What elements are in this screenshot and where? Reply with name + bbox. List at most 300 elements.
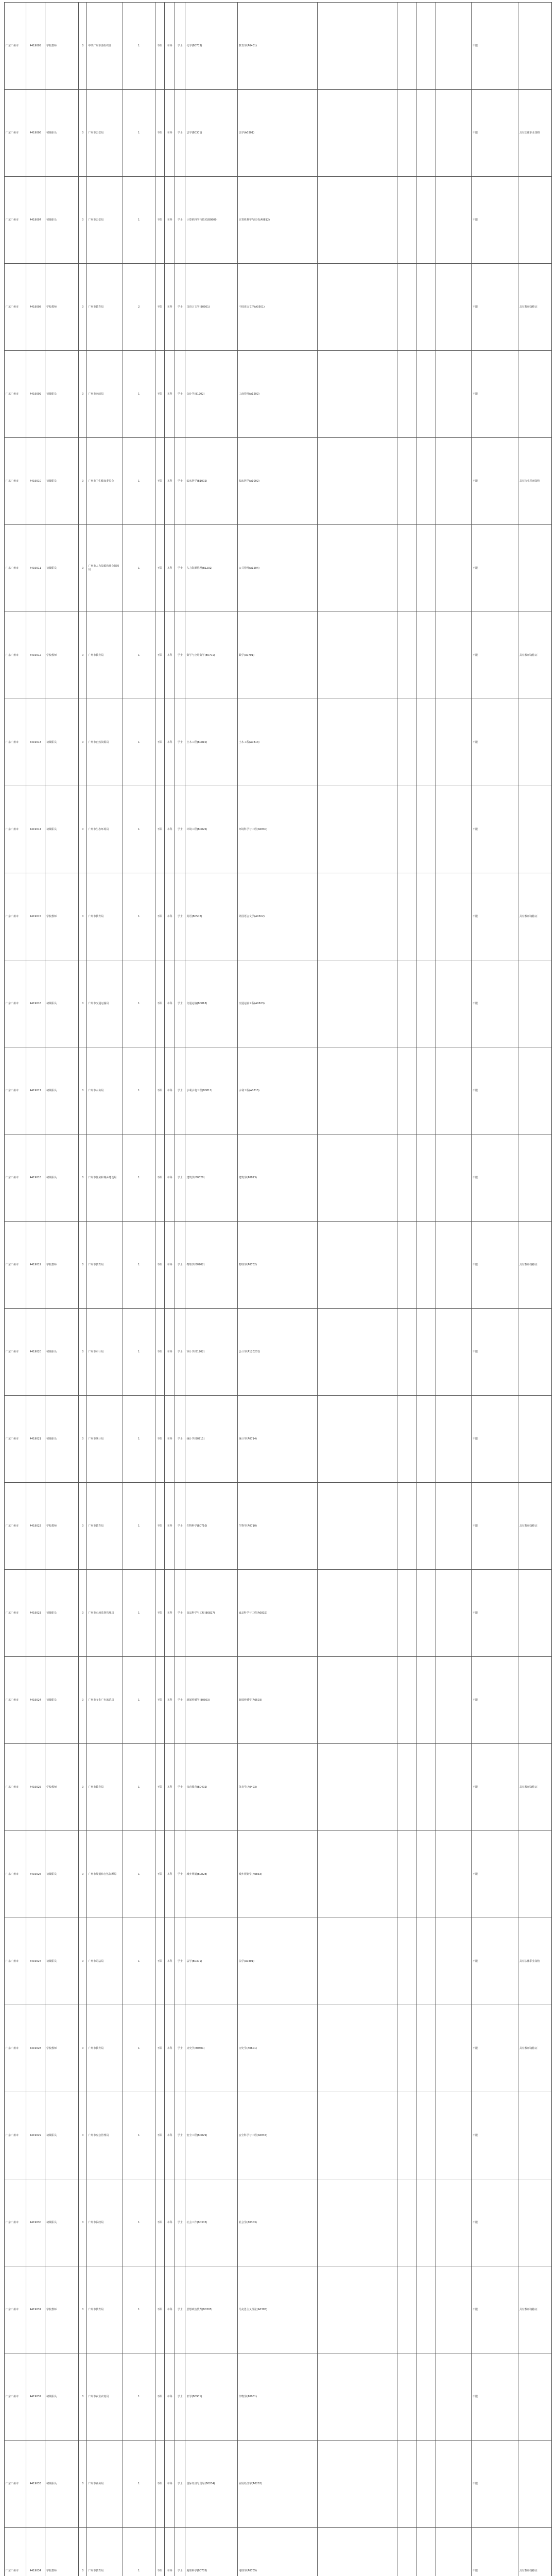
table-cell bbox=[416, 2092, 436, 2179]
table-cell: 广州市司法局 bbox=[87, 1918, 123, 2005]
table-cell bbox=[397, 699, 416, 786]
table-cell: 广州市商务局 bbox=[87, 2441, 123, 2528]
table-cell: 广州市教育局 bbox=[87, 612, 123, 699]
table-cell bbox=[397, 1570, 416, 1657]
table-cell: 广东广州市 bbox=[5, 1222, 26, 1309]
table-cell: 不限 bbox=[471, 1744, 518, 1831]
table-cell: 不限 bbox=[471, 264, 518, 351]
table-cell: 不限 bbox=[155, 1831, 164, 1918]
table-cell: 本科 bbox=[164, 3, 175, 90]
table-cell: 广州市财政局 bbox=[87, 351, 123, 438]
table-cell: 0 bbox=[79, 612, 87, 699]
table-row bbox=[5, 612, 552, 699]
table-row bbox=[5, 2005, 552, 2092]
table-cell: 广州市人力资源和社会保障局 bbox=[87, 525, 123, 612]
table-cell: 交通运输(B0818) bbox=[185, 960, 237, 1047]
table-cell: 初级职员 bbox=[45, 2179, 79, 2266]
table-cell bbox=[416, 873, 436, 960]
table-cell bbox=[436, 612, 471, 699]
table-cell bbox=[397, 1918, 416, 2005]
table-cell: 广州市教育局 bbox=[87, 1744, 123, 1831]
table-cell: 0 bbox=[79, 1744, 87, 1831]
table-cell: 学校教师 bbox=[45, 264, 79, 351]
table-row bbox=[5, 525, 552, 612]
table-cell bbox=[436, 1918, 471, 2005]
table-cell bbox=[518, 960, 551, 1047]
table-cell bbox=[518, 1831, 551, 1918]
table-cell bbox=[317, 2441, 397, 2528]
table-row bbox=[5, 1657, 552, 1744]
table-cell: 不限 bbox=[471, 3, 518, 90]
table-cell bbox=[397, 1831, 416, 1918]
table-cell: 学校教师 bbox=[45, 1222, 79, 1309]
table-cell: 人力资源管理(B1202) bbox=[185, 525, 237, 612]
table-cell: 广东广州市 bbox=[5, 1570, 26, 1657]
table-cell: 土木工程(A0814) bbox=[237, 699, 317, 786]
table-cell: 不限 bbox=[155, 2353, 164, 2441]
table-cell: 学士 bbox=[175, 1483, 185, 1570]
table-cell: 社会工作(B0303) bbox=[185, 2179, 237, 2266]
table-cell bbox=[416, 1309, 436, 1396]
table-cell: 1 bbox=[123, 1657, 155, 1744]
table-cell: 1 bbox=[123, 960, 155, 1047]
table-cell bbox=[416, 1657, 436, 1744]
table-cell: 中国语言文学(A0501) bbox=[237, 264, 317, 351]
table-cell: 食品科学与工程(A0832) bbox=[237, 1570, 317, 1657]
table-cell: 4419025 bbox=[26, 1744, 45, 1831]
table-cell: 计算机科学与技术(A0812) bbox=[237, 177, 317, 264]
table-cell bbox=[518, 1657, 551, 1744]
table-cell bbox=[518, 786, 551, 873]
table-cell: 食品科学与工程(B0827) bbox=[185, 1570, 237, 1657]
table-cell: 初级职员 bbox=[45, 699, 79, 786]
table-cell: 不限 bbox=[471, 2441, 518, 2528]
table-cell: 临床医学(A1002) bbox=[237, 438, 317, 525]
table-cell bbox=[317, 2353, 397, 2441]
table-cell: 广州市民政局 bbox=[87, 2179, 123, 2266]
table-cell: 初级职员 bbox=[45, 1309, 79, 1396]
table-row bbox=[5, 1831, 552, 1918]
table-cell bbox=[397, 1483, 416, 1570]
table-cell bbox=[416, 525, 436, 612]
table-cell: 学士 bbox=[175, 612, 185, 699]
table-cell bbox=[397, 2092, 416, 2179]
table-cell: 1 bbox=[123, 873, 155, 960]
table-cell: 广东广州市 bbox=[5, 1134, 26, 1222]
table-cell bbox=[397, 1744, 416, 1831]
table-cell: 不限 bbox=[471, 699, 518, 786]
table-cell: 不限 bbox=[155, 438, 164, 525]
table-cell: 4419009 bbox=[26, 351, 45, 438]
table-cell: 0 bbox=[79, 2528, 87, 2576]
table-cell: 4419032 bbox=[26, 2353, 45, 2441]
table-cell: 学士 bbox=[175, 264, 185, 351]
table-cell: 0 bbox=[79, 1570, 87, 1657]
table-cell: 本科 bbox=[164, 1047, 175, 1134]
table-row bbox=[5, 1047, 552, 1134]
table-cell: 1 bbox=[123, 2528, 155, 2576]
table-cell bbox=[416, 2266, 436, 2353]
table-cell: 广州市农业农村局 bbox=[87, 2353, 123, 2441]
table-cell: 学士 bbox=[175, 1918, 185, 2005]
table-cell bbox=[436, 525, 471, 612]
table-cell: 0 bbox=[79, 525, 87, 612]
table-cell: 本科 bbox=[164, 2266, 175, 2353]
table-cell bbox=[317, 1309, 397, 1396]
table-cell: 广州市交通运输局 bbox=[87, 960, 123, 1047]
table-cell bbox=[416, 960, 436, 1047]
table-cell bbox=[317, 873, 397, 960]
table-cell: 学士 bbox=[175, 2353, 185, 2441]
table-row bbox=[5, 2528, 552, 2576]
table-cell bbox=[518, 1047, 551, 1134]
table-cell: 中共广州市委组织部 bbox=[87, 3, 123, 90]
table-cell: 学校教师 bbox=[45, 1483, 79, 1570]
table-cell: 本科 bbox=[164, 1222, 175, 1309]
table-cell: 不限 bbox=[471, 2092, 518, 2179]
table-cell: 水利工程(A0815) bbox=[237, 1047, 317, 1134]
table-cell: 学校教师 bbox=[45, 873, 79, 960]
table-cell: 不限 bbox=[155, 351, 164, 438]
table-cell: 不限 bbox=[471, 1309, 518, 1396]
table-cell: 1 bbox=[123, 612, 155, 699]
table-cell bbox=[317, 1222, 397, 1309]
table-cell: 广州市教育局 bbox=[87, 1483, 123, 1570]
table-cell: 0 bbox=[79, 1047, 87, 1134]
table-cell: 体育教育(B0402) bbox=[185, 1744, 237, 1831]
table-cell bbox=[518, 1570, 551, 1657]
table-cell bbox=[518, 1134, 551, 1222]
table-cell bbox=[518, 525, 551, 612]
table-cell bbox=[317, 1744, 397, 1831]
table-cell: 4419015 bbox=[26, 873, 45, 960]
table-cell: 本科 bbox=[164, 786, 175, 873]
table-cell: 学校教师 bbox=[45, 2005, 79, 2092]
table-cell: 4419010 bbox=[26, 438, 45, 525]
table-cell: 学士 bbox=[175, 525, 185, 612]
table-row bbox=[5, 3, 552, 90]
table-cell bbox=[416, 612, 436, 699]
table-cell: 本科 bbox=[164, 1570, 175, 1657]
table-cell: 4419026 bbox=[26, 1831, 45, 1918]
table-cell: 4419034 bbox=[26, 2528, 45, 2576]
table-cell bbox=[416, 1744, 436, 1831]
table-cell: 学校教师 bbox=[45, 2528, 79, 2576]
table-cell: 4419018 bbox=[26, 1134, 45, 1222]
table-cell: 本科 bbox=[164, 960, 175, 1047]
table-cell: 广州市水务局 bbox=[87, 1047, 123, 1134]
table-cell bbox=[416, 1483, 436, 1570]
table-cell: 不限 bbox=[155, 264, 164, 351]
table-row bbox=[5, 1570, 552, 1657]
table-cell bbox=[436, 786, 471, 873]
table-cell bbox=[416, 264, 436, 351]
table-cell: 不限 bbox=[155, 1657, 164, 1744]
table-cell: 广州市生态环境局 bbox=[87, 786, 123, 873]
table-cell: 1 bbox=[123, 1570, 155, 1657]
table-cell: 0 bbox=[79, 177, 87, 264]
table-cell: 本科 bbox=[164, 1483, 175, 1570]
table-cell: 具有教师资格证 bbox=[518, 1222, 551, 1309]
table-row bbox=[5, 786, 552, 873]
table-cell: 法学(A0301) bbox=[237, 1918, 317, 2005]
table-cell bbox=[317, 2528, 397, 2576]
table-cell: 0 bbox=[79, 1134, 87, 1222]
table-cell: 本科 bbox=[164, 1134, 175, 1222]
table-cell: 4419011 bbox=[26, 525, 45, 612]
table-cell: 安全科学与工程(A0837) bbox=[237, 2092, 317, 2179]
table-cell: 初级职员 bbox=[45, 351, 79, 438]
table-cell bbox=[397, 438, 416, 525]
table-cell bbox=[397, 2005, 416, 2092]
table-cell: 4419020 bbox=[26, 1309, 45, 1396]
table-cell: 具有教师资格证 bbox=[518, 2266, 551, 2353]
table-cell: 不限 bbox=[471, 1570, 518, 1657]
table-cell: 1 bbox=[123, 1744, 155, 1831]
table-cell: 广州市教育局 bbox=[87, 264, 123, 351]
table-cell bbox=[436, 1657, 471, 1744]
table-cell bbox=[436, 1831, 471, 1918]
table-cell: 本科 bbox=[164, 2353, 175, 2441]
table-cell: 本科 bbox=[164, 438, 175, 525]
table-cell: 不限 bbox=[471, 1483, 518, 1570]
table-cell bbox=[436, 3, 471, 90]
table-cell: 建筑学(B0828) bbox=[185, 1134, 237, 1222]
table-cell: 应用经济学(A0202) bbox=[237, 2441, 317, 2528]
table-cell: 学士 bbox=[175, 960, 185, 1047]
table-cell: 广东广州市 bbox=[5, 2528, 26, 2576]
table-cell: 初级职员 bbox=[45, 2441, 79, 2528]
table-cell: 本科 bbox=[164, 1918, 175, 2005]
table-cell: 学校教师 bbox=[45, 1744, 79, 1831]
table-cell: 广州市教育局 bbox=[87, 873, 123, 960]
table-cell: 不限 bbox=[155, 1396, 164, 1483]
table-row bbox=[5, 1483, 552, 1570]
table-cell: 学士 bbox=[175, 786, 185, 873]
table-cell: 历史学(A0601) bbox=[237, 2005, 317, 2092]
table-cell: 本科 bbox=[164, 1396, 175, 1483]
table-cell: 初级职员 bbox=[45, 786, 79, 873]
table-cell bbox=[397, 2441, 416, 2528]
table-cell: 具有执业医师资格 bbox=[518, 438, 551, 525]
table-cell: 不限 bbox=[155, 2092, 164, 2179]
table-cell bbox=[416, 1396, 436, 1483]
table-cell: 广州市审计局 bbox=[87, 1309, 123, 1396]
table-cell: 不限 bbox=[155, 1918, 164, 2005]
table-cell: 0 bbox=[79, 3, 87, 90]
table-cell: 工商管理(A1202) bbox=[237, 351, 317, 438]
table-cell bbox=[317, 1483, 397, 1570]
table-cell: 会计学(A120201) bbox=[237, 1309, 317, 1396]
table-cell bbox=[518, 3, 551, 90]
table-cell: 土木工程(B0810) bbox=[185, 699, 237, 786]
table-cell: 具有法律职业资格 bbox=[518, 1918, 551, 2005]
table-cell: 广州市卫生健康委员会 bbox=[87, 438, 123, 525]
table-cell: 0 bbox=[79, 1918, 87, 2005]
table-cell: 学士 bbox=[175, 1831, 185, 1918]
table-cell: 不限 bbox=[155, 3, 164, 90]
table-cell: 学士 bbox=[175, 1134, 185, 1222]
table-cell bbox=[416, 90, 436, 177]
table-cell: 物理学(A0702) bbox=[237, 1222, 317, 1309]
table-cell: 本科 bbox=[164, 1744, 175, 1831]
table-cell bbox=[397, 177, 416, 264]
table-cell: 广州市教育局 bbox=[87, 2005, 123, 2092]
table-cell: 0 bbox=[79, 1309, 87, 1396]
table-cell: 广州市市场监督管理局 bbox=[87, 1570, 123, 1657]
table-cell: 广东广州市 bbox=[5, 2092, 26, 2179]
table-cell: 不限 bbox=[471, 873, 518, 960]
table-cell bbox=[416, 438, 436, 525]
table-cell bbox=[397, 1657, 416, 1744]
table-row bbox=[5, 2441, 552, 2528]
table-row bbox=[5, 90, 552, 177]
table-cell bbox=[397, 1222, 416, 1309]
table-cell bbox=[317, 3, 397, 90]
table-cell: 4419021 bbox=[26, 1396, 45, 1483]
table-cell: 学士 bbox=[175, 699, 185, 786]
table-cell: 环境工程(B0826) bbox=[185, 786, 237, 873]
table-row bbox=[5, 1134, 552, 1222]
table-cell bbox=[397, 1396, 416, 1483]
table-cell: 1 bbox=[123, 2092, 155, 2179]
table-cell: 不限 bbox=[471, 177, 518, 264]
table-cell: 初级职员 bbox=[45, 1047, 79, 1134]
table-cell: 1 bbox=[123, 1309, 155, 1396]
table-cell: 0 bbox=[79, 90, 87, 177]
table-row bbox=[5, 2353, 552, 2441]
table-cell: 本科 bbox=[164, 264, 175, 351]
table-row bbox=[5, 351, 552, 438]
table-cell bbox=[397, 873, 416, 960]
table-cell: 1 bbox=[123, 525, 155, 612]
table-cell: 不限 bbox=[471, 1657, 518, 1744]
table-cell bbox=[436, 1222, 471, 1309]
table-cell: 统计学(B0711) bbox=[185, 1396, 237, 1483]
table-cell: 不限 bbox=[155, 1309, 164, 1396]
table-cell: 初级职员 bbox=[45, 960, 79, 1047]
table-cell bbox=[436, 960, 471, 1047]
table-cell: 4419012 bbox=[26, 612, 45, 699]
table-cell: 具有教师资格证 bbox=[518, 873, 551, 960]
table-row bbox=[5, 177, 552, 264]
table-cell: 0 bbox=[79, 960, 87, 1047]
table-cell: 4419013 bbox=[26, 699, 45, 786]
table-cell bbox=[436, 90, 471, 177]
table-cell: 临床医学(B1002) bbox=[185, 438, 237, 525]
table-cell bbox=[436, 1047, 471, 1134]
table-cell: 4419008 bbox=[26, 264, 45, 351]
table-cell: 不限 bbox=[155, 612, 164, 699]
table-cell: 农学(B0901) bbox=[185, 2353, 237, 2441]
table-cell bbox=[416, 177, 436, 264]
table-cell: 不限 bbox=[471, 2528, 518, 2576]
table-cell: 1 bbox=[123, 699, 155, 786]
table-cell: 广东广州市 bbox=[5, 90, 26, 177]
table-cell: 广州市规划和自然资源局 bbox=[87, 1831, 123, 1918]
table-cell: 本科 bbox=[164, 873, 175, 960]
table-cell: 本科 bbox=[164, 2441, 175, 2528]
table-cell bbox=[518, 2353, 551, 2441]
table-cell bbox=[416, 2528, 436, 2576]
table-cell bbox=[436, 2005, 471, 2092]
table-cell bbox=[397, 90, 416, 177]
table-cell: 1 bbox=[123, 351, 155, 438]
table-cell: 学士 bbox=[175, 2266, 185, 2353]
table-cell: 4419023 bbox=[26, 1570, 45, 1657]
table-row bbox=[5, 1396, 552, 1483]
table-cell: 0 bbox=[79, 2179, 87, 2266]
table-row bbox=[5, 438, 552, 525]
table-cell: 广东广州市 bbox=[5, 2353, 26, 2441]
table-cell: 广州市公安局 bbox=[87, 177, 123, 264]
table-cell bbox=[317, 786, 397, 873]
table-cell: 初级职员 bbox=[45, 525, 79, 612]
table-cell: 不限 bbox=[155, 873, 164, 960]
table-cell: 1 bbox=[123, 438, 155, 525]
table-cell bbox=[317, 1831, 397, 1918]
table-cell: 不限 bbox=[471, 2353, 518, 2441]
table-cell bbox=[317, 612, 397, 699]
table-cell: 1 bbox=[123, 2441, 155, 2528]
table-cell bbox=[416, 786, 436, 873]
table-cell: 1 bbox=[123, 2005, 155, 2092]
table-cell: 广州市教育局 bbox=[87, 1222, 123, 1309]
table-cell bbox=[518, 1396, 551, 1483]
table-cell: 0 bbox=[79, 873, 87, 960]
table-cell: 0 bbox=[79, 1483, 87, 1570]
table-cell: 审计学(B1202) bbox=[185, 1309, 237, 1396]
table-cell bbox=[518, 177, 551, 264]
table-cell bbox=[436, 2179, 471, 2266]
table-cell: 1 bbox=[123, 786, 155, 873]
table-cell: 本科 bbox=[164, 699, 175, 786]
table-cell: 学士 bbox=[175, 1309, 185, 1396]
table-cell: 4419028 bbox=[26, 2005, 45, 2092]
table-cell: 学士 bbox=[175, 351, 185, 438]
table-cell bbox=[416, 1047, 436, 1134]
table-cell: 物理学(B0702) bbox=[185, 1222, 237, 1309]
table-cell bbox=[416, 2353, 436, 2441]
table-cell bbox=[416, 2179, 436, 2266]
table-cell: 具有法律职业资格 bbox=[518, 90, 551, 177]
table-cell: 不限 bbox=[155, 2266, 164, 2353]
table-cell: 广东广州市 bbox=[5, 1309, 26, 1396]
table-cell: 学士 bbox=[175, 2441, 185, 2528]
table-cell: 环境科学与工程(A0830) bbox=[237, 786, 317, 873]
table-cell: 安全工程(B0829) bbox=[185, 2092, 237, 2179]
table-cell: 0 bbox=[79, 2266, 87, 2353]
table-cell: 公共管理(A1204) bbox=[237, 525, 317, 612]
table-cell bbox=[416, 1831, 436, 1918]
table-cell: 广东广州市 bbox=[5, 177, 26, 264]
table-cell: 不限 bbox=[471, 1047, 518, 1134]
table-cell: 不限 bbox=[471, 1831, 518, 1918]
table-cell: 1 bbox=[123, 1396, 155, 1483]
table-cell: 0 bbox=[79, 438, 87, 525]
table-cell: 2 bbox=[123, 264, 155, 351]
table-cell: 1 bbox=[123, 1134, 155, 1222]
table-cell bbox=[436, 351, 471, 438]
table-cell: 不限 bbox=[155, 90, 164, 177]
table-cell bbox=[317, 351, 397, 438]
table-cell: 体育学(A0403) bbox=[237, 1744, 317, 1831]
table-cell: 马克思主义理论(A0305) bbox=[237, 2266, 317, 2353]
table-cell bbox=[416, 1918, 436, 2005]
table-cell: 不限 bbox=[471, 438, 518, 525]
table-cell: 广东广州市 bbox=[5, 960, 26, 1047]
table-cell: 初级职员 bbox=[45, 1918, 79, 2005]
